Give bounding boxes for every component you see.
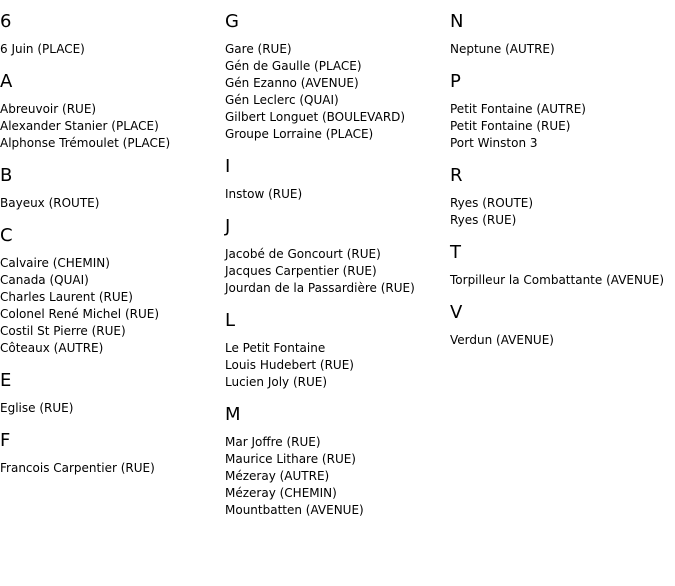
street-entry: Côteaux (AUTRE) [0, 341, 104, 355]
street-list [450, 195, 675, 229]
street-list [450, 101, 675, 152]
letter-group [450, 11, 675, 58]
letter-group [0, 430, 220, 477]
street-entry: Maurice Lithare (RUE) [225, 452, 356, 466]
letter-heading: L [225, 310, 236, 331]
letter-heading: T [450, 242, 461, 263]
letter-group [450, 302, 675, 349]
letter-group [225, 156, 445, 203]
street-entry: Petit Fontaine (AUTRE) [450, 102, 586, 116]
street-entry: Port Winston 3 [450, 136, 538, 150]
street-list [225, 340, 445, 391]
letter-heading: J [225, 216, 231, 237]
street-entry: Alexander Stanier (PLACE) [0, 119, 159, 133]
letter-group [450, 165, 675, 229]
letter-group [225, 404, 445, 519]
index-column-2 [225, 0, 445, 532]
street-entry: Gén Leclerc (QUAI) [225, 93, 339, 107]
letter-group [0, 165, 220, 212]
street-entry: Francois Carpentier (RUE) [0, 461, 155, 475]
letter-group [225, 310, 445, 391]
street-entry: Jacques Carpentier (RUE) [225, 264, 377, 278]
letter-heading: 6 [0, 11, 12, 32]
street-list [225, 186, 445, 203]
street-entry: Torpilleur la Combattante (AVENUE) [450, 273, 665, 287]
letter-group [450, 242, 675, 289]
letter-heading: G [225, 11, 239, 32]
letter-heading: F [0, 430, 11, 451]
street-list [0, 255, 220, 357]
street-list [450, 272, 675, 289]
street-list [0, 41, 220, 58]
street-entry: Mézeray (AUTRE) [225, 469, 330, 483]
street-entry: Jourdan de la Passardière (RUE) [225, 281, 415, 295]
street-entry: Ryes (ROUTE) [450, 196, 534, 210]
letter-group [225, 216, 445, 297]
street-list [0, 460, 220, 477]
street-entry: Groupe Lorraine (PLACE) [225, 127, 374, 141]
letter-heading: N [450, 11, 464, 32]
index-column-1 [0, 0, 220, 490]
letter-group [0, 71, 220, 152]
letter-group [0, 225, 220, 357]
street-entry: Instow (RUE) [225, 187, 303, 201]
street-entry: Neptune (AUTRE) [450, 42, 555, 56]
letter-heading: I [225, 156, 231, 177]
street-entry: Eglise (RUE) [0, 401, 74, 415]
street-entry: Louis Hudebert (RUE) [225, 358, 354, 372]
street-entry: Gén Ezanno (AVENUE) [225, 76, 359, 90]
letter-group [450, 71, 675, 152]
street-entry: Gilbert Longuet (BOULEVARD) [225, 110, 406, 124]
street-entry: Mézeray (CHEMIN) [225, 486, 337, 500]
street-entry: Gén de Gaulle (PLACE) [225, 59, 362, 73]
street-entry: Mountbatten (AVENUE) [225, 503, 364, 517]
street-entry: Petit Fontaine (RUE) [450, 119, 571, 133]
street-list [450, 41, 675, 58]
street-entry: Canada (QUAI) [0, 273, 89, 287]
street-entry: Mar Joffre (RUE) [225, 435, 321, 449]
street-entry: Charles Laurent (RUE) [0, 290, 133, 304]
index-column-3 [450, 0, 675, 362]
street-entry: 6 Juin (PLACE) [0, 42, 85, 56]
letter-heading: M [225, 404, 241, 425]
letter-heading: B [0, 165, 13, 186]
street-list [450, 332, 675, 349]
letter-heading: E [0, 370, 12, 391]
letter-heading: C [0, 225, 13, 246]
street-entry: Calvaire (CHEMIN) [0, 256, 110, 270]
street-entry: Le Petit Fontaine [225, 341, 326, 355]
letter-heading: R [450, 165, 463, 186]
street-entry: Colonel René Michel (RUE) [0, 307, 160, 321]
letter-group [0, 370, 220, 417]
street-entry: Costil St Pierre (RUE) [0, 324, 126, 338]
letter-heading: V [450, 302, 463, 323]
street-entry: Jacobé de Goncourt (RUE) [225, 247, 381, 261]
street-list [225, 434, 445, 519]
street-entry: Ryes (RUE) [450, 213, 517, 227]
street-entry: Gare (RUE) [225, 42, 292, 56]
street-list [0, 101, 220, 152]
street-list [0, 400, 220, 417]
letter-group [0, 11, 220, 58]
street-entry: Abreuvoir (RUE) [0, 102, 97, 116]
street-entry: Alphonse Trémoulet (PLACE) [0, 136, 171, 150]
letter-heading: P [450, 71, 461, 92]
street-entry: Verdun (AVENUE) [450, 333, 554, 347]
street-entry: Lucien Joly (RUE) [225, 375, 328, 389]
letter-heading: A [0, 71, 13, 92]
street-list [225, 41, 445, 143]
letter-group [225, 11, 445, 143]
street-list [225, 246, 445, 297]
street-entry: Bayeux (ROUTE) [0, 196, 100, 210]
street-list [0, 195, 220, 212]
